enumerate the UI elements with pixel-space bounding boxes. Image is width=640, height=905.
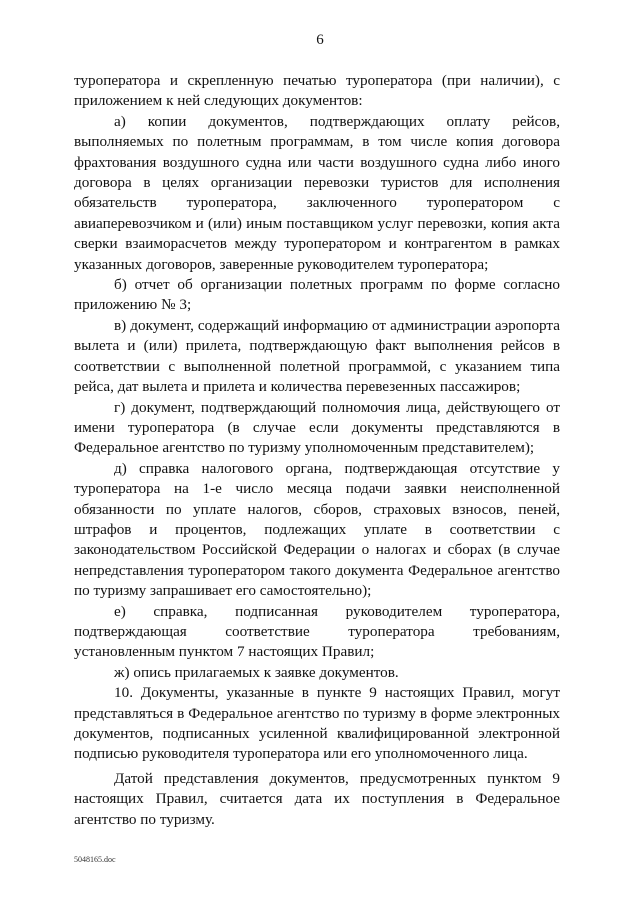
paragraph-item-b: б) отчет об организации полетных программ по форме согласно приложению № 3; (74, 276, 560, 314)
page-number: 6 (316, 32, 324, 48)
document-body (74, 71, 560, 830)
paragraph-item-zh: ж) опись прилагаемых к заявке документов. (114, 663, 399, 681)
paragraph-clause-10: 10. Документы, указанные в пункте 9 настоящих Правил, могут представляться в Федеральное агентство по туризму в форме электронных документов, подписанных усиленной квалифицированной электронной подписью руководителя туроператора или его уполномоченного лица. (74, 684, 560, 763)
paragraph-item-e: е) справка, подписанная руководителем туроператора, подтверждающая соответствие туроператора требованиям, установленным пунктом 7 настоящих Правил; (74, 602, 560, 661)
paragraph-intro: туроператора и скрепленную печатью туроператора (при наличии), с приложением к ней следующих документов: (74, 72, 560, 110)
paragraph-item-v: в) документ, содержащий информацию от администрации аэропорта вылета и (или) прилета, подтверждающую факт выполнения рейсов в соответствии с выполненной полетной программой, с указанием типа рейса, дат вылета и прилета и количества перевезенных пассажиров; (74, 316, 560, 396)
paragraph-item-g: г) документ, подтверждающий полномочия лица, действующего от имени туроператора (в случае если документы представляются в Федеральное агентство по туризму уполномоченным представителем); (74, 398, 560, 457)
paragraph-item-a: а) копии документов, подтверждающих оплату рейсов, выполняемых по полетным программам, в том числе копия договора фрахтования воздушного судна или части воздушного судна либо иного договора в целях организации перевозки туристов для исполнения обязательств туроператора, заключенного туроператором с авиаперевозчиком и (или) иным поставщиком услуг перевозки, копия акта сверки взаиморасчетов между туроператором и контрагентом в рамках указанных договоров, заверенные руководителем туроператора; (74, 112, 560, 273)
footer-filename: 5048165.doc (74, 855, 116, 864)
paragraph-submission-date: Датой представления документов, предусмотренных пунктом 9 настоящих Правил, считается дата их поступления в Федеральное агентство по туризму. (74, 769, 560, 828)
paragraph-item-d: д) справка налогового органа, подтверждающая отсутствие у туроператора на 1-е число месяца подачи заявки неисполненной обязанности по уплате налогов, сборов, страховых взносов, пеней, штрафов и процентов, подлежащих уплате в соответствии с законодательством Российской Федерации о налогах и сборах (в случае непредставления туроператором такого документа Федеральное агентство по туризму запрашивает его самостоятельно); (74, 459, 560, 600)
